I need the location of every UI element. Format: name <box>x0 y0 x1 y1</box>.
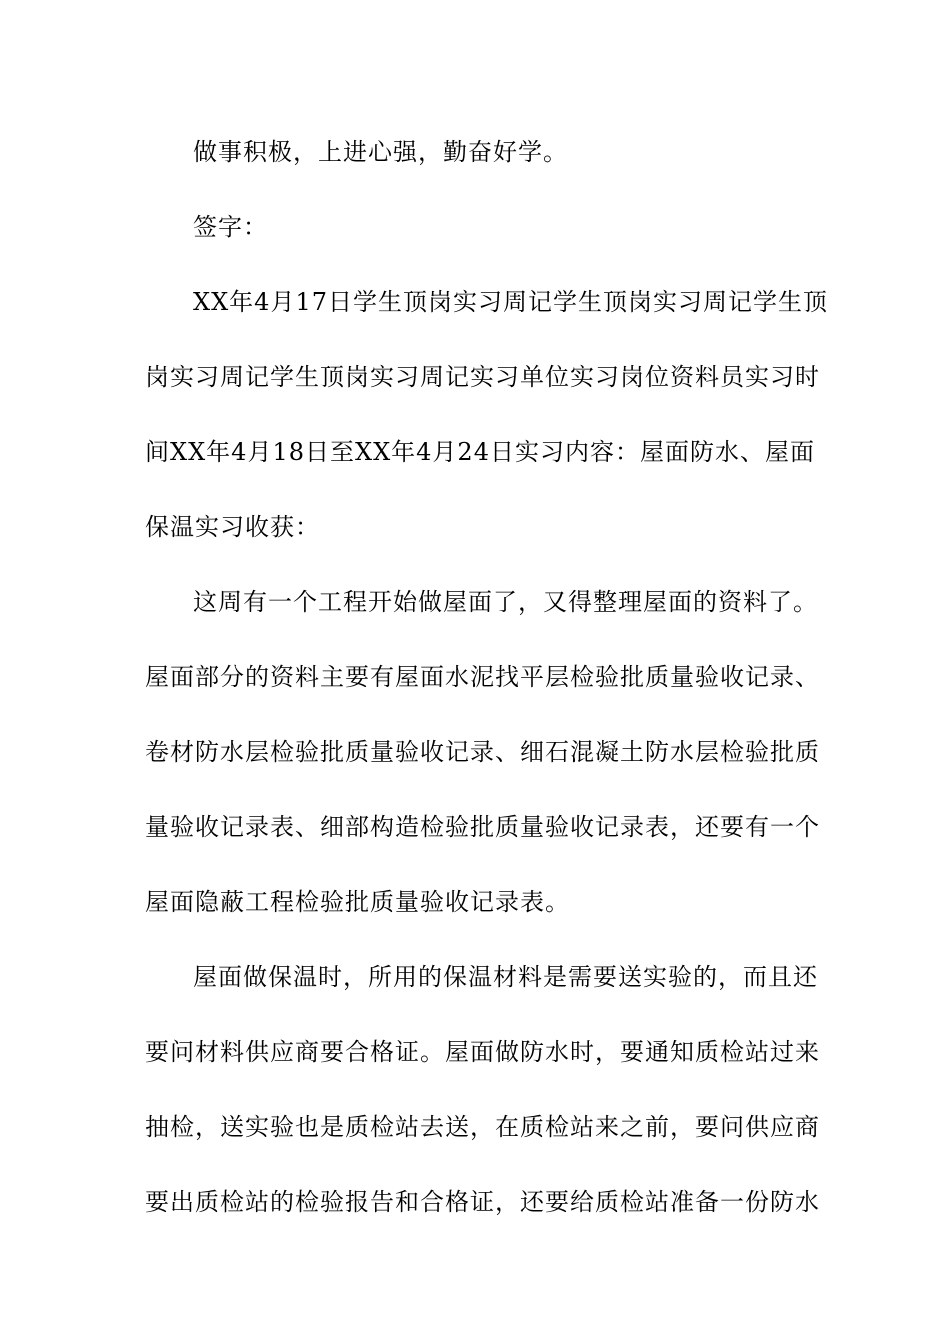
paragraph-line: 签字： <box>193 213 268 241</box>
paragraph-line: 要问材料供应商要合格证。屋面做防水时，要通知质检站过来 <box>145 1038 820 1066</box>
paragraph-line: 做事积极，上进心强，勤奋好学。 <box>193 138 568 166</box>
paragraph-line: 间XX年4月18日至XX年4月24日实习内容：屋面防水、屋面 <box>145 438 815 466</box>
paragraph-line: 屋面做保温时，所用的保温材料是需要送实验的，而且还 <box>193 963 818 991</box>
paragraph-line: 要出质检站的检验报告和合格证，还要给质检站准备一份防水 <box>145 1188 820 1216</box>
paragraph-line: 保温实习收获： <box>145 513 320 541</box>
paragraph-line: 屋面部分的资料主要有屋面水泥找平层检验批质量验收记录、 <box>145 663 820 691</box>
paragraph-line: 量验收记录表、细部构造检验批质量验收记录表，还要有一个 <box>145 813 820 841</box>
paragraph-line: 屋面隐蔽工程检验批质量验收记录表。 <box>145 888 570 916</box>
paragraph-line: 抽检，送实验也是质检站去送，在质检站来之前，要问供应商 <box>145 1113 820 1141</box>
paragraph-line: 岗实习周记学生顶岗实习周记实习单位实习岗位资料员实习时 <box>145 363 820 391</box>
paragraph-line: 这周有一个工程开始做屋面了，又得整理屋面的资料了。 <box>193 588 818 616</box>
paragraph-line: 卷材防水层检验批质量验收记录、细石混凝土防水层检验批质 <box>145 738 820 766</box>
paragraph-line: XX年4月17日学生顶岗实习周记学生顶岗实习周记学生顶 <box>193 288 828 316</box>
